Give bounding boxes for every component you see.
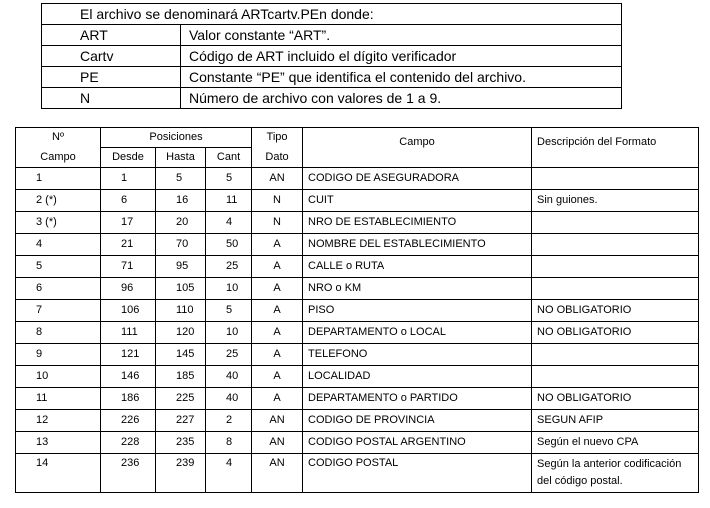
cell-tipo: A — [252, 300, 303, 322]
cell-tipo: A — [252, 234, 303, 256]
file-naming-key: Cartv — [42, 46, 181, 67]
header-desde: Desde — [101, 148, 156, 168]
table-row — [16, 168, 699, 190]
cell-tipo: A — [252, 278, 303, 300]
cell-numero: 13 — [16, 432, 101, 454]
cell-tipo: AN — [252, 410, 303, 432]
cell-tipo: A — [252, 366, 303, 388]
cell-numero: 4 — [16, 234, 101, 256]
cell-descripcion: SEGUN AFIP — [532, 410, 699, 432]
cell-hasta: 110 — [156, 300, 206, 322]
table-row — [16, 410, 699, 432]
cell-campo: CALLE o RUTA — [303, 256, 532, 278]
file-naming-desc: Constante “PE” que identifica el contenido del archivo. — [181, 67, 622, 88]
cell-cant: 11 — [206, 190, 252, 212]
cell-desde: 6 — [101, 190, 156, 212]
table-row — [16, 388, 699, 410]
header-posiciones: Posiciones — [101, 128, 252, 148]
cell-desde: 236 — [101, 454, 156, 493]
cell-descripcion — [532, 278, 699, 300]
cell-desde: 96 — [101, 278, 156, 300]
cell-cant: 8 — [206, 432, 252, 454]
header-tipo: Tipo — [252, 128, 303, 148]
table-row — [16, 256, 699, 278]
cell-hasta: 225 — [156, 388, 206, 410]
cell-tipo: A — [252, 322, 303, 344]
cell-hasta: 20 — [156, 212, 206, 234]
header-numero: Nº — [16, 128, 101, 148]
field-layout-table — [15, 127, 699, 493]
table-row — [16, 322, 699, 344]
header-campo-num: Campo — [16, 148, 101, 168]
cell-descripcion — [532, 234, 699, 256]
cell-descripcion: Según la anterior codificación del código postal. — [532, 454, 699, 493]
table-row — [16, 300, 699, 322]
header-cant: Cant — [206, 148, 252, 168]
cell-cant: 25 — [206, 344, 252, 366]
cell-hasta: 16 — [156, 190, 206, 212]
cell-cant: 50 — [206, 234, 252, 256]
cell-hasta: 95 — [156, 256, 206, 278]
table-row — [16, 366, 699, 388]
file-naming-heading-row — [42, 4, 622, 25]
cell-descripcion: NO OBLIGATORIO — [532, 388, 699, 410]
cell-descripcion: NO OBLIGATORIO — [532, 300, 699, 322]
file-naming-key: PE — [42, 67, 181, 88]
cell-desde: 226 — [101, 410, 156, 432]
cell-numero: 14 — [16, 454, 101, 493]
cell-hasta: 239 — [156, 454, 206, 493]
cell-campo: CUIT — [303, 190, 532, 212]
cell-campo: NRO DE ESTABLECIMIENTO — [303, 212, 532, 234]
table-row — [16, 190, 699, 212]
table-row — [16, 432, 699, 454]
cell-campo: DEPARTAMENTO o PARTIDO — [303, 388, 532, 410]
cell-numero: 7 — [16, 300, 101, 322]
cell-numero: 11 — [16, 388, 101, 410]
file-naming-desc: Número de archivo con valores de 1 a 9. — [181, 88, 622, 109]
file-naming-row — [42, 88, 622, 109]
cell-desde: 1 — [101, 168, 156, 190]
cell-cant: 4 — [206, 454, 252, 493]
file-naming-row — [42, 67, 622, 88]
cell-hasta: 105 — [156, 278, 206, 300]
cell-cant: 10 — [206, 278, 252, 300]
cell-numero: 3 (*) — [16, 212, 101, 234]
cell-hasta: 185 — [156, 366, 206, 388]
cell-tipo: A — [252, 388, 303, 410]
file-naming-table — [41, 3, 622, 109]
cell-numero: 2 (*) — [16, 190, 101, 212]
cell-tipo: A — [252, 256, 303, 278]
file-naming-row — [42, 25, 622, 46]
cell-numero: 6 — [16, 278, 101, 300]
cell-hasta: 235 — [156, 432, 206, 454]
cell-campo: NOMBRE DEL ESTABLECIMIENTO — [303, 234, 532, 256]
cell-cant: 10 — [206, 322, 252, 344]
table-row — [16, 278, 699, 300]
cell-campo: CODIGO POSTAL — [303, 454, 532, 493]
cell-desde: 17 — [101, 212, 156, 234]
file-naming-key: ART — [42, 25, 181, 46]
cell-tipo: A — [252, 344, 303, 366]
cell-campo: PISO — [303, 300, 532, 322]
cell-cant: 2 — [206, 410, 252, 432]
cell-numero: 12 — [16, 410, 101, 432]
table-row — [16, 454, 699, 493]
cell-cant: 25 — [206, 256, 252, 278]
cell-tipo: AN — [252, 432, 303, 454]
cell-cant: 5 — [206, 300, 252, 322]
file-naming-heading: El archivo se denominará ARTcartv.PEn donde: — [42, 4, 622, 25]
cell-tipo: AN — [252, 168, 303, 190]
header-campo: Campo — [303, 128, 532, 168]
cell-descripcion: Según el nuevo CPA — [532, 432, 699, 454]
file-naming-row — [42, 46, 622, 67]
cell-campo: CODIGO DE PROVINCIA — [303, 410, 532, 432]
cell-campo: DEPARTAMENTO o LOCAL — [303, 322, 532, 344]
file-naming-desc: Valor constante “ART”. — [181, 25, 622, 46]
cell-desde: 186 — [101, 388, 156, 410]
cell-hasta: 70 — [156, 234, 206, 256]
cell-campo: CODIGO DE ASEGURADORA — [303, 168, 532, 190]
cell-desde: 146 — [101, 366, 156, 388]
cell-numero: 9 — [16, 344, 101, 366]
cell-descripcion — [532, 344, 699, 366]
cell-tipo: AN — [252, 454, 303, 493]
cell-cant: 5 — [206, 168, 252, 190]
cell-cant: 40 — [206, 388, 252, 410]
cell-hasta: 120 — [156, 322, 206, 344]
cell-descripcion — [532, 212, 699, 234]
cell-desde: 106 — [101, 300, 156, 322]
table-row — [16, 212, 699, 234]
cell-numero: 8 — [16, 322, 101, 344]
header-hasta: Hasta — [156, 148, 206, 168]
cell-campo: CODIGO POSTAL ARGENTINO — [303, 432, 532, 454]
cell-hasta: 227 — [156, 410, 206, 432]
cell-tipo: N — [252, 190, 303, 212]
cell-desde: 121 — [101, 344, 156, 366]
cell-campo: LOCALIDAD — [303, 366, 532, 388]
cell-cant: 4 — [206, 212, 252, 234]
cell-desde: 71 — [101, 256, 156, 278]
cell-descripcion — [532, 168, 699, 190]
header-descripcion: Descripción del Formato — [532, 128, 699, 168]
cell-numero: 10 — [16, 366, 101, 388]
header-dato: Dato — [252, 148, 303, 168]
cell-numero: 5 — [16, 256, 101, 278]
cell-numero: 1 — [16, 168, 101, 190]
cell-cant: 40 — [206, 366, 252, 388]
cell-desde: 111 — [101, 322, 156, 344]
file-naming-key: N — [42, 88, 181, 109]
cell-hasta: 5 — [156, 168, 206, 190]
cell-descripcion — [532, 256, 699, 278]
cell-campo: NRO o KM — [303, 278, 532, 300]
table-row — [16, 344, 699, 366]
file-naming-desc: Código de ART incluido el dígito verificador — [181, 46, 622, 67]
cell-desde: 21 — [101, 234, 156, 256]
cell-descripcion — [532, 366, 699, 388]
cell-tipo: N — [252, 212, 303, 234]
header-row-1 — [16, 128, 699, 148]
cell-descripcion: NO OBLIGATORIO — [532, 322, 699, 344]
cell-campo: TELEFONO — [303, 344, 532, 366]
cell-desde: 228 — [101, 432, 156, 454]
cell-hasta: 145 — [156, 344, 206, 366]
table-row — [16, 234, 699, 256]
cell-descripcion: Sin guiones. — [532, 190, 699, 212]
